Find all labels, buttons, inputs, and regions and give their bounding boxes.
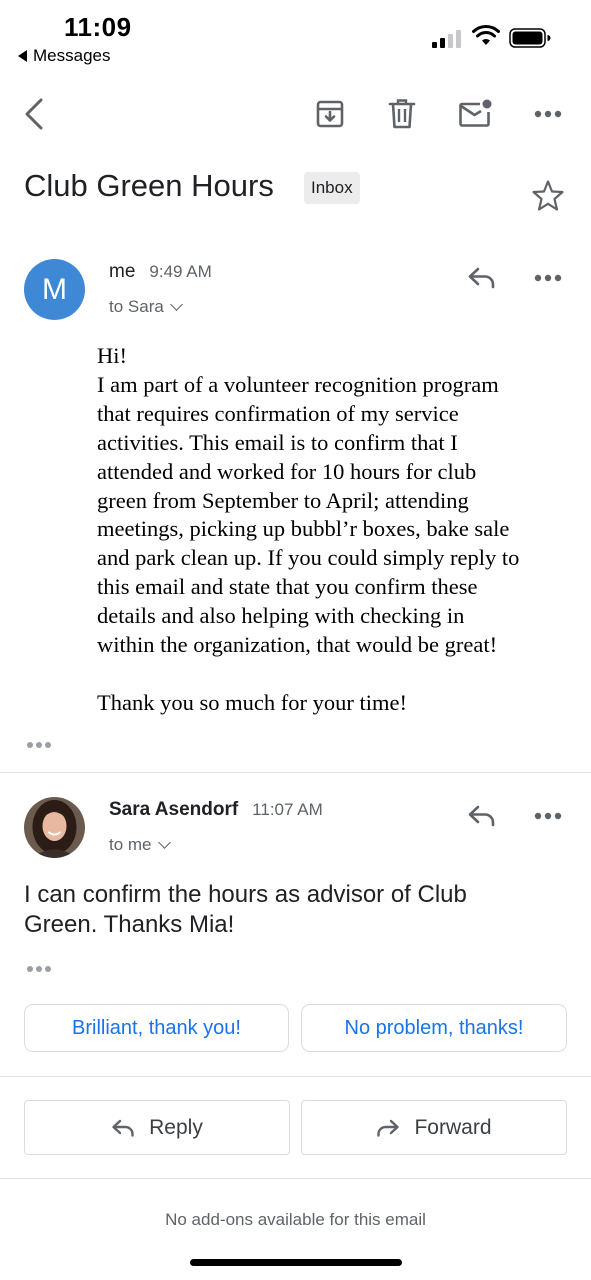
message-header: [109, 261, 212, 283]
message-more-button[interactable]: [526, 256, 570, 300]
chevron-down-icon: [170, 298, 183, 311]
back-triangle-icon: [18, 50, 27, 62]
home-indicator[interactable]: [190, 1259, 402, 1266]
section-divider: [0, 1076, 591, 1077]
sender-name: me: [109, 261, 136, 282]
reply-icon: [467, 267, 497, 289]
reply-label: Reply: [149, 1115, 203, 1139]
profile-photo-icon: [24, 797, 85, 858]
footer-divider: [0, 1178, 591, 1179]
more-icon: [534, 274, 562, 282]
message-header: [109, 799, 323, 821]
smart-reply-chip[interactable]: Brilliant, thank you!: [24, 1004, 289, 1052]
message-body: [97, 342, 577, 718]
archive-button[interactable]: [308, 92, 352, 136]
back-button[interactable]: [12, 92, 56, 136]
forward-icon: [376, 1119, 400, 1137]
reply-button[interactable]: [460, 256, 504, 300]
cellular-signal-icon: [432, 28, 462, 48]
body-line: this email and state that you confirm these: [97, 574, 478, 600]
delete-button[interactable]: [380, 92, 424, 136]
body-line: details and also helping with checking in: [97, 603, 465, 629]
reply-action-button[interactable]: [24, 1100, 290, 1155]
chevron-down-icon: [158, 836, 171, 849]
inbox-label-chip[interactable]: Inbox: [304, 172, 360, 204]
message-time: 11:07 AM: [252, 800, 323, 819]
mark-unread-icon: [458, 99, 494, 129]
message-time: 9:49 AM: [149, 262, 212, 281]
status-time: 11:09: [64, 12, 132, 42]
reply-button[interactable]: [460, 794, 504, 838]
body-line: Hi!: [97, 343, 127, 368]
body-line: activities. This email is to confirm that I: [97, 429, 458, 455]
body-line: I am part of a volunteer recognition program: [97, 371, 499, 397]
more-options-button[interactable]: [526, 92, 570, 136]
archive-icon: [315, 99, 345, 129]
back-to-messages-link[interactable]: [18, 46, 110, 66]
smart-reply-chip[interactable]: No problem, thanks!: [301, 1004, 567, 1052]
back-arrow-icon: [22, 97, 46, 131]
show-trimmed-content-button[interactable]: [27, 742, 51, 748]
more-icon: [534, 110, 562, 118]
mark-unread-button[interactable]: [454, 92, 498, 136]
message-body: [24, 880, 564, 940]
trash-icon: [388, 98, 416, 130]
body-line: attended and worked for 10 hours for club: [97, 458, 477, 484]
show-trimmed-content-button[interactable]: [27, 966, 51, 972]
body-line: Green. Thanks Mia!: [24, 911, 235, 938]
body-line: I can confirm the hours as advisor of Club: [24, 881, 467, 908]
body-line: meetings, picking up bubbl’r boxes, bake sale: [97, 516, 510, 542]
email-subject: Club Green Hours: [24, 168, 274, 203]
avatar[interactable]: [24, 797, 85, 858]
body-line: Thank you so much for your time!: [97, 689, 407, 715]
body-line: and park clean up. If you could simply reply to: [97, 545, 520, 571]
recipient-label: to me: [109, 835, 152, 854]
sender-name: Sara Asendorf: [109, 799, 239, 820]
recipient-label: to Sara: [109, 297, 164, 316]
star-icon[interactable]: [530, 178, 566, 214]
body-line: within the organization, that would be great!: [97, 632, 498, 658]
message-more-button[interactable]: [526, 794, 570, 838]
body-line: green from September to April; attending: [97, 487, 469, 513]
back-app-label: Messages: [33, 46, 111, 65]
body-line: that requires confirmation of my service: [97, 400, 459, 426]
addons-note: No add-ons available for this email: [165, 1210, 426, 1229]
more-icon: [534, 812, 562, 820]
forward-action-button[interactable]: [301, 1100, 567, 1155]
avatar[interactable]: M: [24, 259, 85, 320]
recipient-details-toggle[interactable]: [109, 297, 181, 317]
reply-icon: [111, 1119, 135, 1137]
message-divider: [0, 772, 591, 773]
recipient-details-toggle[interactable]: [109, 835, 169, 855]
forward-label: Forward: [414, 1115, 492, 1139]
battery-icon: [509, 28, 551, 48]
reply-icon: [467, 805, 497, 827]
wifi-icon: [472, 24, 500, 48]
